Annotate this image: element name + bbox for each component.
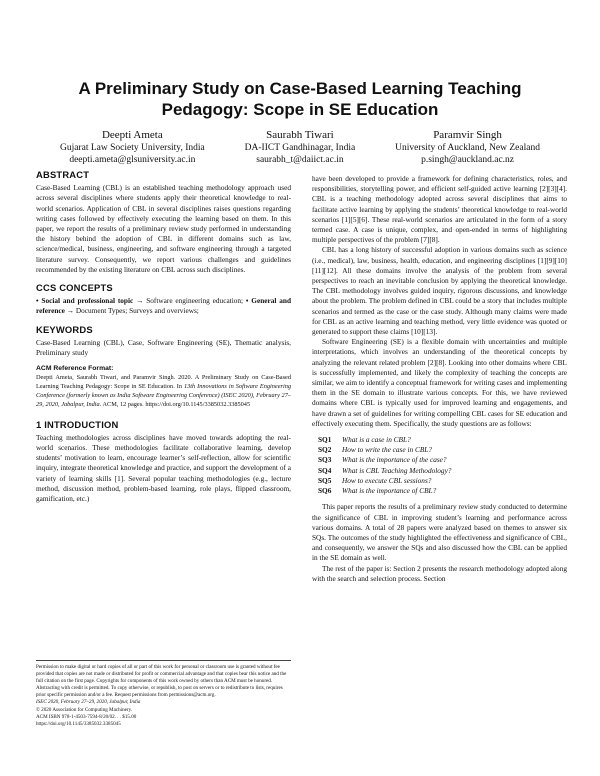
author-email: deepti.ameta@glsuniversity.ac.in — [69, 155, 196, 165]
sq-text: What is the importance of the case? — [342, 455, 447, 465]
intro-heading: 1 INTRODUCTION — [36, 418, 119, 430]
intro-section — [36, 420, 291, 505]
acm-ref-heading: ACM Reference Format: — [36, 365, 114, 373]
right-paragraph-1: have been developed to provide a framework for defining characteristics, roles, and responsibilities, storytelling power, and efficient self-guided active learning [2][3][4]. CBL is a teaching methodology adopted across several disciplines that aims to facilitate active learning by applying the students’ theoretical knowledge to real-world scenarios [1][5][6]. These real-world scenarios are articulated in the form of a story termed case. A case is unique, complex, and open-ended in terms of highlighting multiple perspectives of the problem [7][8]. — [312, 174, 567, 245]
study-question — [318, 476, 567, 486]
sq-id: SQ3 — [318, 455, 332, 465]
author-2 — [245, 128, 356, 166]
author-name: Saurabh Tiwari — [266, 129, 334, 141]
doi-line: https://doi.org/10.1145/3385032.3385045 — [36, 720, 121, 727]
author-affiliation: DA-IICT Gandhinagar, India — [244, 143, 356, 153]
keywords-text: Case-Based Learning (CBL), Case, Software Engineering (SE), Thematic analysis, Preliminary study — [36, 337, 291, 358]
ccs-item2-rest: → Document Types; Surveys and overviews; — [64, 306, 199, 316]
keywords-section — [36, 325, 291, 359]
sq-id: SQ1 — [318, 435, 332, 445]
acm-ref-venue: 13th Innovations in Software Engineering Conference (formerly known as India Software Engineering Conference) (ISEC 2020), February 27–29, 2020, Jabalpur, India. — [36, 383, 291, 408]
author-affiliation: University of Auckland, New Zealand — [395, 143, 540, 153]
acm-ref-text — [36, 374, 291, 409]
permission-notice: Permission to make digital or hard copies of all or part of this work for personal or classroom use is granted without fee provided that copies are not made or distributed for profit or commercial advantage and that copies bear this notice and the full citation on the first page. Copyrights for components of this work owned by others than ACM must be honored. Abstracting with credit is permitted. To copy otherwise, or republish, to post on servers or to redistribute to lists, requires prior specific permission and/or a fee. Request permissions from permissions@acm.org. — [36, 664, 287, 699]
paper-title — [40, 78, 560, 120]
intro-text: Teaching methodologies across disciplines have moved towards adopting the real-world scenarios. These methodologies facilitate collaborative learning, develop students’ motivation to learn, encourage learner’s self-reflection, allow for scientific inquiry, integrate theoretical knowledge and practice, and support the development of a variety of learning skills [1]. Several popular teaching methodologies (e.g., lecture method, discussion method, problem-based learning, role plays, flipped classroom, gamification, etc.) — [36, 432, 291, 504]
sq-id: SQ4 — [318, 465, 332, 475]
author-name: Paramvir Singh — [433, 129, 502, 141]
title-line-1: A Preliminary Study on Case-Based Learning Teaching — [78, 79, 522, 98]
sq-id: SQ2 — [318, 445, 332, 455]
title-line-2: Pedagogy: Scope in SE Education — [161, 100, 439, 119]
study-questions — [318, 435, 567, 496]
right-paragraph-3: Software Engineering (SE) is a flexible domain with uncertainties and multiple interpretations, which involves an understanding of the theoretical concepts by analyzing the relevant related problem [2][8]. Looking into other domains where CBL is successfully implemented, and likely the complexity of teaching the concepts are similar, we aim to identify a conceptual framework for writing cases and implementing them in the SE domain to illustrate various concepts. For this, we have reviewed domains where CBL is typically used for improved learning and engagements, and have drawn a set of guidelines for writing compelling CBL cases for SE education and effectively executing them. Specifically, the study questions are as follows: — [312, 337, 567, 428]
sq-text: What is a case in CBL? — [342, 435, 411, 445]
left-column — [36, 170, 291, 504]
right-paragraph-4: This paper reports the results of a preliminary review study conducted to determine the significance of CBL in improving student’s learning and performance across various domains. A total of 28 papers were analyzed based on themes to answer six SQs. The outcomes of the study highlighted the effectiveness and significance of CBL, and consequently, we answer the SQs and also discussed how the CBL can be applied in the SE domain as well. — [312, 502, 567, 563]
author-block — [40, 128, 560, 166]
author-3 — [395, 128, 540, 166]
author-name: Deepti Ameta — [101, 129, 163, 141]
acm-ref-tail: ACM, 12 pages. https://doi.org/10.1145/3385032.3385045 — [101, 400, 251, 408]
sq-text: What is the importance of CBL? — [342, 486, 437, 496]
author-1 — [60, 128, 205, 166]
study-question — [318, 486, 567, 496]
right-column — [312, 174, 567, 584]
study-question — [318, 455, 567, 465]
sq-text: How to execute CBL sessions? — [342, 475, 432, 485]
author-email: p.singh@auckland.ac.nz — [421, 155, 515, 165]
ccs-item2-bold: • General and reference — [36, 296, 291, 316]
study-question — [318, 435, 567, 445]
sq-text: How to write the case in CBL? — [342, 445, 432, 455]
acm-ref-authors: Deepti Ameta, Saurabh Tiwari, and Paramvir Singh. 2020. A Preliminary Study on Case-Based Learning Teaching Pedagogy: Scope in SE Education. In — [36, 374, 291, 391]
ccs-heading: CCS CONCEPTS — [36, 282, 113, 294]
ccs-section — [36, 283, 291, 317]
author-email: saurabh_t@daiict.ac.in — [256, 155, 344, 165]
study-question — [318, 466, 567, 476]
permission-footnote — [36, 660, 291, 728]
ccs-item1-bold: • Social and professional topic — [36, 296, 134, 306]
right-paragraph-5: The rest of the paper is: Section 2 presents the research methodology adopted along with the search and selection process. Section — [312, 563, 567, 583]
abstract-heading: ABSTRACT — [36, 169, 90, 180]
study-question — [318, 445, 567, 455]
keywords-heading: KEYWORDS — [36, 323, 93, 335]
sq-text: What is CBL Teaching Methodology? — [342, 465, 452, 475]
abstract-text: Case-Based Learning (CBL) is an established teaching methodology approach used across several disciplines where students apply their theoretical knowledge to real-world scenarios. Application of CBL in several disciplines raises questions regarding writing cases followed by effectively executing the learning based on them. In this paper, we report the results of a preliminary review study performed in understanding the history behind the adoption of CBL in different domains such as law, science/medical, business, engineering, and software engineering through a targeted literature survey. Consequently, we report various challenges and guidelines recommended by the existing literature on CBL across such disciplines. — [36, 183, 291, 274]
right-paragraph-2: CBL has a long history of successful adoption in various domains such as science (i.e., medical), law, business, health, education, and engineering disciplines [1][9][10][11][12]. All these domains involve the analysis of the problem from several perspectives to reach an inevitable conclusion by applying the theoretical knowledge. The CBL methodology involves guided inquiry, rigorous discussions, and knowledge about the problem. The problem defined in CBL could be a story that includes multiple scenarios and termed as the case or the case study. Although many claims were made for CBL as an active learning and teaching method, very little evidence was quoted or generated to support these claims [10][13]. — [312, 245, 567, 337]
copyright-line: © 2020 Association for Computing Machinery. — [36, 706, 133, 713]
isbn-line: ACM ISBN 978-1-4503-7594-8/20/02. . . $15.00 — [36, 713, 137, 720]
ccs-text — [36, 296, 291, 316]
ccs-item1-rest: → Software engineering education; — [133, 296, 246, 306]
sq-id: SQ6 — [318, 486, 332, 496]
sq-id: SQ5 — [318, 475, 332, 485]
conference-line: ISEC 2020, February 27–29, 2020, Jabalpur, India — [36, 699, 141, 706]
author-affiliation: Gujarat Law Society University, India — [59, 143, 205, 153]
